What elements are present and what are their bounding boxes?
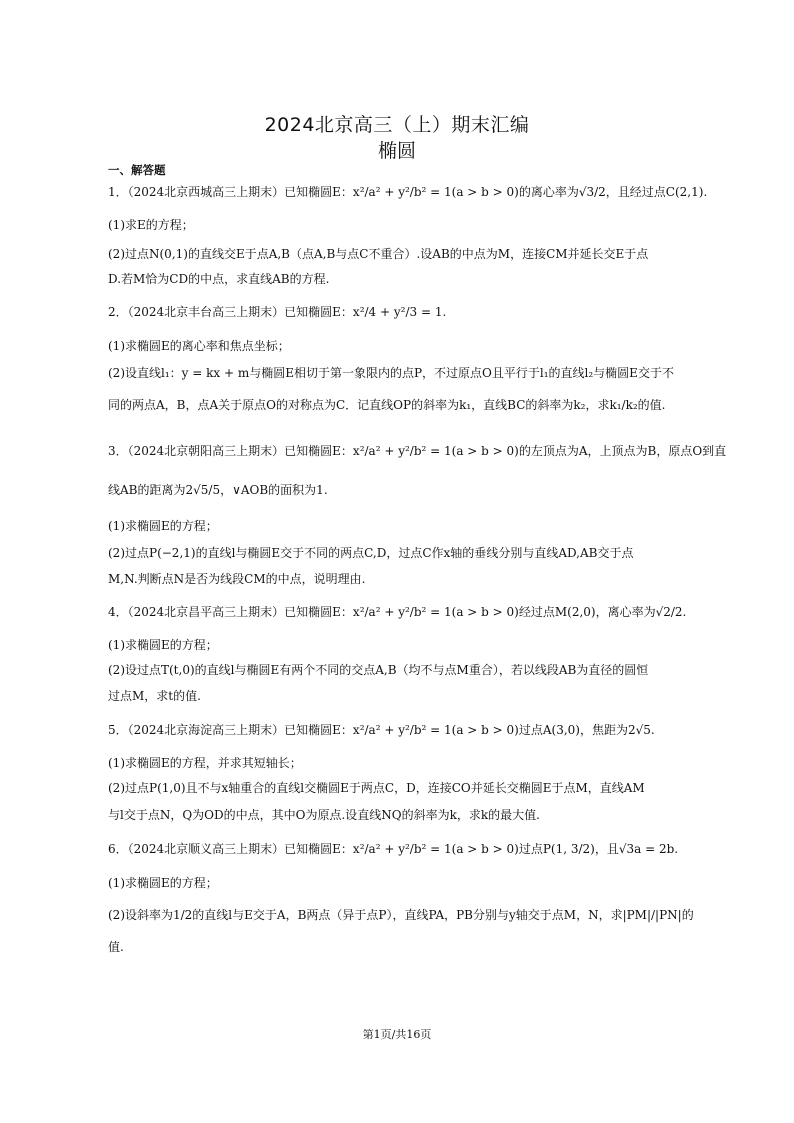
problem-3-line-2: 线AB的距离为2√5/5，∨AOB的面积为1.	[108, 483, 328, 497]
problem-3-line-3: (1)求椭圆E的方程；	[108, 519, 218, 533]
problem-6-line-2: (1)求椭圆E的方程；	[108, 876, 218, 890]
problem-4-line-3: (2)设过点T(t,0)的直线l与椭圆E有两个不同的交点A,B（均不与点M重合），若以线段AB为直径的圆恒	[108, 663, 649, 677]
document-subtitle: 椭圆	[377, 140, 416, 162]
problem-3-line-1: 3．（2024北京朝阳高三上期末）已知椭圆E：x²/a² + y²/b² = 1(a > b > 0)的左顶点为A，上顶点为B，原点O到直	[108, 444, 727, 458]
problem-3-line-4: (2)过点P(−2,1)的直线l与椭圆E交于不同的两点C,D，过点C作x轴的垂线分别与直线AD,AB交于点	[108, 546, 634, 560]
problem-4-line-4: 过点M，求t的值.	[108, 689, 201, 703]
problem-2-line-3: (2)设直线l₁：y = kx + m与椭圆E相切于第一象限内的点P，不过原点O且平行于l₁的直线l₂与椭圆E交于不	[108, 366, 674, 380]
problem-5-line-1: 5．（2024北京海淀高三上期末）已知椭圆E：x²/a² + y²/b² = 1(a > b > 0)过点A(3,0)，焦距为2√5.	[108, 723, 655, 737]
problem-6-line-1: 6．（2024北京顺义高三上期末）已知椭圆E：x²/a² + y²/b² = 1(a > b > 0)过点P(1, 3/2)，且√3a = 2b.	[108, 842, 679, 856]
problem-6-line-3: (2)设斜率为1/2的直线l与E交于A，B两点（异于点P），直线PA，PB分别与y轴交于点M，N，求|PM|/|PN|的	[108, 908, 694, 922]
problem-1-line-1: 1．（2024北京西城高三上期末）已知椭圆E：x²/a² + y²/b² = 1(a > b > 0)的离心率为√3/2，且经过点C(2,1).	[108, 185, 708, 199]
problem-2-line-2: (1)求椭圆E的离心率和焦点坐标；	[108, 339, 290, 353]
problem-2-line-4: 同的两点A，B，点A关于原点O的对称点为C．记直线OP的斜率为k₁，直线BC的斜率为k₂，求k₁/k₂的值.	[108, 398, 666, 412]
problem-2-line-1: 2．（2024北京丰台高三上期末）已知椭圆E：x²/4 + y²/3 = 1.	[108, 305, 447, 319]
problem-4-line-2: (1)求椭圆E的方程；	[108, 638, 218, 652]
section-heading: 一、解答题	[108, 163, 166, 177]
problem-6-line-4: 值.	[108, 940, 124, 954]
problem-5-line-4: 与l交于点N，Q为OD的中点，其中O为原点.设直线NQ的斜率为k，求k的最大值.	[108, 808, 540, 822]
problem-1-line-3: (2)过点N(0,1)的直线交E于点A,B（点A,B与点C不重合）.设AB的中点为M，连接CM并延长交E于点	[108, 247, 649, 261]
document-title: 2024北京高三（上）期末汇编	[264, 114, 530, 136]
page-footer: 第1页/共16页	[362, 1028, 432, 1041]
problem-5-line-2: (1)求椭圆E的方程，并求其短轴长；	[108, 756, 302, 770]
problem-1-line-2: (1)求E的方程；	[108, 218, 194, 232]
problem-4-line-1: 4．（2024北京昌平高三上期末）已知椭圆E：x²/a² + y²/b² = 1(a > b > 0)经过点M(2,0)，离心率为√2/2.	[108, 605, 687, 619]
problem-3-line-5: M,N.判断点N是否为线段CM的中点，说明理由.	[108, 572, 366, 586]
problem-1-line-4: D.若M恰为CD的中点，求直线AB的方程.	[108, 272, 330, 286]
problem-5-line-3: (2)过点P(1,0)且不与x轴重合的直线l交椭圆E于两点C，D，连接CO并延长交椭圆E于点M，直线AM	[108, 781, 645, 795]
